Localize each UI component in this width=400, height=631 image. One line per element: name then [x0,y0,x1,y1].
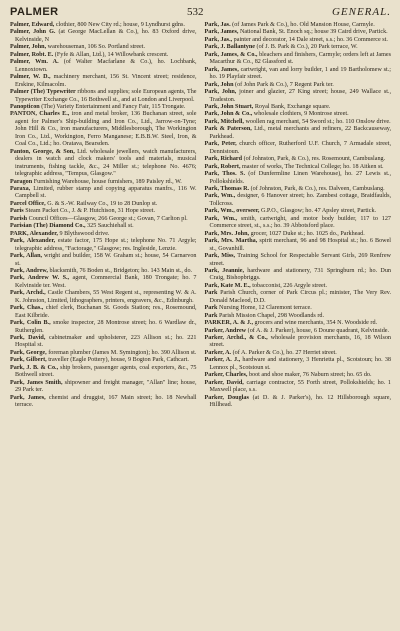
entry-name: Park, Thomas R. [204,185,250,192]
entry-name: Park, John Stuart, [204,103,254,110]
directory-entry [205,22,392,29]
entry-details: (of A. Parker & Co.), ho. 27 Herriet street. [231,349,337,356]
directory-entry [10,111,197,148]
directory-entry [205,238,392,253]
entry-name: Park, Andrew W. S., [10,275,70,282]
directory-entry [10,74,197,89]
entry-name: Palmer, Edward, [10,22,55,28]
entry-details: warehouseman, 106 So. Portland street. [46,44,146,51]
entry-details: 9 Blythswood drive. [57,230,110,237]
directory-entry [205,395,392,410]
entry-details: cabinetmaker and upholsterer, 223 Allison st.; ho. 221 Hospital st. [15,335,197,349]
entry-name: Park, James, [10,394,46,401]
entry-details: boot and shoe maker, 76 Naburn street; ho. 65 do. [247,372,372,379]
page-number: 532 [187,6,204,18]
entry-details: blacksmith, 76 Boden st., Bridgeton; ho. 143 Main st., do. [47,267,193,274]
entry-name: PARK, Alexander, [10,230,58,237]
entry-name: Parish [10,215,28,222]
directory-entry [10,89,197,104]
entry-details: foreman plumber (James M. Symington); ho. 390 Allison st. [46,349,197,356]
directory-entry [205,350,392,357]
entry-name: Park, John, [204,89,237,96]
entry-name: Park, Colin B., [10,320,51,327]
entry-name: Panopticon [10,103,40,110]
entry-name: Parker, David, [204,379,244,386]
entry-details: traveller (Eagle Pottery), house, 9 Bogton Park, Cathcart. [46,357,189,364]
directory-entry [205,231,392,238]
entry-name: Park, Jas., [204,36,233,43]
entry-name: Park, Thos. S. [204,171,245,178]
entry-details: G. & S.-W. Railway Co., 19 to 28 Dunlop st. [45,200,158,207]
directory-entry [205,44,392,51]
entry-name: Park, Allan, [10,253,43,260]
entry-name: Park [204,312,218,319]
entry-details: shipowner and freight manager, "Allan" line; house, 29 Park ter. [15,379,197,394]
entry-details: Parish Mission Chapel, 298 Woodlands rd. [217,312,324,319]
entry-details: joiner and glazier, 27 King street; house, 249 Wallace st., Tradeston. [209,89,391,103]
directory-entry [205,380,392,395]
directory-entry [10,104,197,111]
header-left-keyword: PALMER [10,6,59,18]
entry-details: (of J. B. Park & Co.), 20 Park terrace, W. [255,44,358,51]
entry-details: wholesale clothiers, 9 Montrose street. [252,111,349,118]
entry-name: Park, Gilbert, [10,357,47,364]
entry-name: Park, J. Ballantyne [204,44,255,51]
directory-entry [205,141,392,156]
entry-name: Park, J. B. & Co., [10,364,59,371]
entry-details: wholesale provision merchants, 16, 18 Wilson street. [209,335,391,349]
entry-name: Park, George, [10,349,47,356]
entry-name: Park, Wm., [204,193,236,200]
entry-name: Park, Jas. [204,22,231,28]
entry-details: chief clerk, Buchanan St. Goods Station; res., Rosemound, East Kilbride. [15,305,197,319]
entry-name: Park, Mitchell, [204,118,244,125]
entry-name: Park, Miss, [204,253,236,260]
entry-name: Paragon [10,178,33,185]
directory-entry [10,44,197,51]
entry-name: Park, Richard [204,156,243,163]
entry-details: Ltd. wholesale jewellers, watch manufacturers, dealers in watch and clock makers' tools and materials, musical instruments, fishing tackle, &c., 24 Miller st.; telephone No. 4676; telegraphic address, "Tempus, Glasgow." [15,148,197,178]
entry-name: Park, Wm., [204,215,238,222]
entry-name: Park, Chas., [10,305,44,312]
directory-entry [205,253,392,268]
entry-details: Royal Bank, Exchange square. [253,103,331,110]
entry-details: hardware and stationery, 731 Springburn rd.; ho. Dun Craig, Bishopbriggs. [209,267,391,282]
entry-name: Palmer (The) Typewriter [10,89,76,96]
directory-entry [205,164,392,171]
directory-entry [10,305,197,320]
entry-name: Parisian (The) Diamond Co., [10,223,86,230]
entry-details: cartwright, van and lorry builder, 1 and 19 Bartholomew st.; ho. 19 Playfair street. [209,66,391,81]
directory-entry [10,223,197,230]
entry-name: Palmer, Wm. A. [10,59,59,66]
entry-name: Park, James, & Co., [204,51,258,58]
entry-name: Parcel Office, [10,200,46,207]
entry-details: (of A. & J. Parker), house, 6 Doune quadrant, Kelvinside. [246,327,390,334]
entry-details: bleachers and finishers, Carmyle; orders left at James Macarthur & Co., 82 Glassford st. [209,51,391,66]
entry-details: master of works, The Technical College; ho. 18 Aitken st. [240,163,384,170]
directory-entry [205,313,392,320]
entry-details: Nursing Home, 12 Claremont terrace. [217,305,312,312]
directory-entry [205,290,392,305]
directory-entry [205,208,392,215]
header-right-keyword: GENERAL. [331,6,391,18]
entry-name: Paraxa, [10,185,31,192]
entry-details: church officer, Rutherford U.F. Church, 7 Armadale street, Dennistoun. [209,141,391,155]
directory-entry [205,104,392,111]
directory-entry [205,171,392,186]
entry-details: Steam Packet Co., J. & P. Hutchison, 31 Hope street. [23,208,155,215]
entry-name: Park, Andrew, [10,267,48,274]
entry-details: smith, cartwright, and motor body builder, 117 to 127 Commerce street, st., s.s.; ho. 39 Abbotsford place. [209,215,391,230]
entry-name: Park, James, [204,29,239,36]
entry-details: painter and decorator, 14 Dale street, s.s.; ho. 36 Commerce st. [232,36,388,43]
entry-name: Palmer, John, [10,44,47,51]
page-header [10,6,391,19]
directory-entry [10,186,197,201]
directory-entry [10,149,197,179]
entry-details: spirit merchant, 96 and 98 Hospital st.; ho. 6 Bowel st., Govanhill. [209,238,392,252]
directory-entry [205,52,392,67]
entry-name: Parker, A. [204,349,232,356]
entry-details: estate factor, 175 Hope st.; telephone No. 71 Argyle; telegraphic address, "Factorage," Glasgow; res. Ingleside, Lenzie. [15,238,197,252]
entry-details: iron and metal broker, 136 Buchanan street, sole agent for Palmer's Ship-building and Iron Co., Ltd., Jarrow-on-Tyne; John Hill & Co., iron manufacturers, Middlesborough, The Workington Iron Co., Ltd., Workington, Ferro Manganese; E.B.B.W. Steel, Iron, & Coal Co., Ltd.; ho. Oratava, Bearsden. [15,111,197,148]
entry-name: Park, John & Co., [204,111,253,118]
entry-details: ship brokers, passenger agents, coal exporters, &c., 75 Bothwell street. [15,364,197,379]
entry-details: designer, 6 Hanover street; ho. Zambesi cottage, Braidfaulds, Tollcross. [209,193,392,207]
entry-details: (of Dunfermline Linen Warehouse), ho. 27 Lewis st., Pollokshields. [209,171,391,185]
entry-name: Park, Jeannie, [204,267,244,274]
entry-details: woollen rag merchant, 54 Sword st.; ho. 110 Onslow drive. [243,118,391,125]
entry-details: Furnishing Warehouse, house furnishers, 189 Paisley rd., W. [32,178,182,185]
left-column [10,22,197,410]
entry-name: PARKER, A. & J., [204,320,253,327]
entry-name: Park, Mrs. Martha, [204,238,258,245]
entry-name: Park, David, [10,335,46,342]
entry-details: Ltd., metal merchants and refiners, 22 Backcauseway, Parkhead. [209,126,392,140]
entry-details: (of James Park & Co.), ho. Old Mansion House, Carmyle. [230,22,375,28]
directory-entry [205,67,392,82]
entry-details: hardware and stationery, 3 Henrietta pl., Scotstoun; ho. 38 Lennox pl., Scotstoun st. [209,357,391,371]
entry-details: (The) Variety Entertainment and Fancy Fair, 115 Trongate. [39,103,186,110]
directory-entry [10,29,197,44]
right-column [205,22,392,410]
directory-entry [205,320,392,327]
entry-details: National Bank, St. Enoch sq.; house 39 Caird drive, Partick. [238,29,388,36]
directory-entry [205,328,392,335]
entry-details: 325 Sauchiehall st. [85,223,134,230]
entry-details: grocer, 1027 Duke st.; ho. 1025 do., Parkhead. [249,230,365,237]
entry-name: Park, Wm., overseer, [204,208,260,215]
directory-entry [205,193,392,208]
entry-name: Park & Paterson, [204,126,252,133]
entry-name: Paris [10,208,24,215]
entry-name: Palmer, Robt. E. [10,51,54,58]
entry-details: tobacconist, 226 Argyle street. [250,282,328,289]
directory-entry [10,357,197,364]
entry-details: grocers and wine merchants, 354 N. Woodside rd. [253,320,378,327]
directory-entry [10,290,197,305]
directory-entry [205,216,392,231]
entry-name: Parker, Charles, [204,372,248,379]
entry-details: Training School for Respectable Servant Girls, 269 Renfrew street. [209,253,391,267]
entry-details: (of Johnston, Park, & Co.), res. Dalveen, Cambuslang. [249,185,385,192]
entry-details: Council Offices—Glasgow, 266 George st.; Govan, 7 Carlton pl. [27,215,188,222]
directory-entry [205,89,392,104]
entry-name: Parker, Andrew [204,327,247,334]
entry-details: (of Walter Macfarlane & Co.), ho. Lochbank, Lennoxtown. [15,59,197,73]
directory-entry [10,59,197,74]
directory-entry [205,29,392,36]
entry-name: Park [204,290,218,297]
entry-name: Park, John [204,81,234,88]
entry-name: Park [204,305,218,312]
directory-entry [10,335,197,350]
directory-entry [205,357,392,372]
entry-details: (at D. & J. Parker's), ho. 12 Hillsborough square, Hillhead. [209,394,392,409]
entry-name: Parker, A. J., [204,357,241,364]
entry-details: Parish Church, corner of Park Circus pl.; minister, The Very Rev. Donald Macleod, D.D. [209,290,391,304]
entry-name: Park, James Smith, [10,379,63,386]
directory-entry [10,253,197,268]
entry-details: (Fyfe & Allan, Ltd.), 14 Willowbank crescent. [53,51,169,58]
entry-details: G.P.O., Glasgow; ho. 47 Apsley street, Partick. [259,208,377,215]
entry-name: Parker, Archd., & Co., [204,335,268,342]
entry-name: Park, Archd., [10,290,46,297]
directory-entry [205,372,392,379]
directory-entry [10,268,197,275]
directory-entry [10,208,197,215]
entry-details: chemist and druggist, 167 Main street; ho. 18 Newhall terrace. [15,394,197,409]
entry-details: ribbons and supplies; sole European agents, The Typewriter Exchange Co., 16 Bothwell st., and at London and Liverpool. [15,89,197,103]
entry-name: PANTON, Charles E., [10,111,70,118]
entry-name: Parker, Douglas [204,394,249,401]
entry-details: agent, Commercial Bank, 180 Trongate; ho. 7 Kelvinside ter. West. [15,275,197,289]
directory-entry [10,201,197,208]
directory-entry [205,268,392,283]
directory-entry [10,365,197,380]
directory-entry [205,335,392,350]
directory-entry [10,395,197,410]
entry-name: Palmer, W. D., [10,74,51,81]
entry-details: carriage contractor, 55 Forth street, Pollokshields; ho. 1 Maxwell place, s.s. [209,379,391,394]
entry-details: smoke inspector, 28 Montrose street; ho. 6 Wardlaw dr., Rutherglen. [15,320,197,334]
directory-entry [10,238,197,253]
entry-details: Castle Chambers, 55 West Regent st., representing W. & A. K. Johnston, Limited, lithographers, printers, engravers, &c., Edinburgh. [15,290,197,304]
entry-name: Panton, George, & Son, [10,148,75,155]
directory-entry [205,82,392,89]
directory-entry [205,305,392,312]
entry-details: machinery merchant, 156 St. Vincent street; residence, Erskine, Kilmacolm. [15,74,197,88]
directory-entry [10,380,197,395]
entry-name: Park, James, [204,66,239,73]
entry-name: Park, Kate M. E., [204,282,251,289]
entry-name: Park, Robert, [204,163,241,170]
entry-name: Park, Mrs. John, [204,230,250,237]
entry-name: Park, Peter, [204,141,237,148]
entry-details: (of John Park & Co.), 7 Regent Park ter. [233,81,334,88]
columns [10,22,391,410]
directory-entry [205,126,392,141]
directory-entry [10,275,197,290]
entry-details: (of Johnston, Park, & Co.), res. Rosemount, Cambuslang. [242,156,386,163]
directory-entry [205,156,392,163]
entry-name: Park, Alexander, [10,238,56,245]
entry-name: Palmer, John G. [10,29,56,36]
entry-details: Limited, rubber stamp and copying apparatus manfrs., 116 W. Campbell st. [15,185,197,200]
directory-entry [10,179,197,186]
directory-entry [205,111,392,118]
entry-details: (at George MacLellan & Co.), ho. 83 Oxford drive, Kelvinside, N [15,29,197,43]
entry-details: clothier, 800 New City rd.; house, 9 Lyndhurst gdns. [54,22,185,28]
directory-entry [10,320,197,335]
entry-details: wright and builder, 158 W. Graham st.; house, 54 Carnarvon st. [15,253,197,267]
